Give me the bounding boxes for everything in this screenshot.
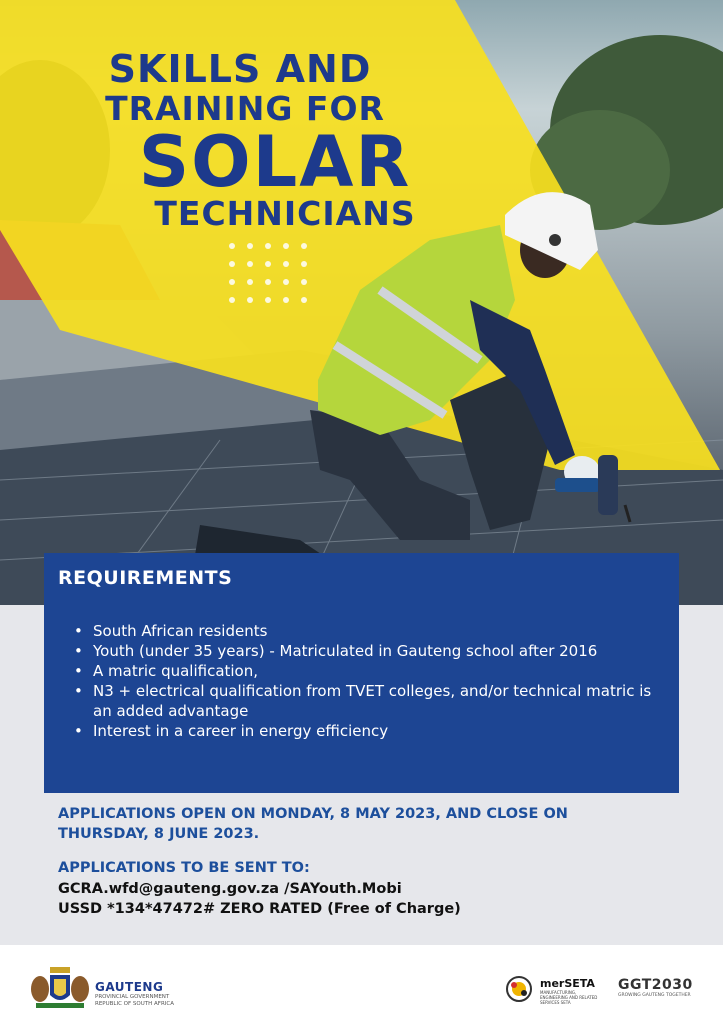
bullet-icon: •	[74, 722, 83, 740]
footer-logos	[0, 945, 723, 1024]
ggt-name: GGT2030	[618, 977, 693, 993]
ggt2030-logo	[618, 977, 693, 998]
list-item	[74, 641, 661, 661]
merseta-name: merSETA	[540, 977, 595, 990]
requirements-list	[74, 621, 661, 741]
requirement-text: N3 + electrical qualification from TVET colleges, and/or technical matric is an added advantage	[93, 682, 652, 720]
list-item	[74, 721, 661, 741]
merseta-sub: MANUFACTURING, ENGINEERING AND RELATED SERVICES SETA	[540, 990, 598, 1005]
title-line-4: TECHNICIANS	[154, 194, 416, 233]
apply-email-link[interactable]: GCRA.wfd@gauteng.gov.za /SAYouth.Mobi	[58, 881, 402, 897]
bullet-icon: •	[74, 682, 83, 700]
requirements-heading: REQUIREMENTS	[58, 567, 233, 589]
title-line-1: SKILLS AND	[108, 47, 372, 91]
requirement-text: South African residents	[93, 622, 268, 640]
poster-title	[0, 47, 520, 233]
gauteng-sub1: PROVINCIAL GOVERNMENT	[95, 994, 170, 1000]
apply-heading: APPLICATIONS TO BE SENT TO:	[58, 860, 310, 876]
requirement-text: Youth (under 35 years) - Matriculated in Gauteng school after 2016	[93, 642, 598, 660]
merseta-globe-icon	[505, 975, 533, 1003]
requirements-box	[44, 553, 679, 793]
list-item	[74, 621, 661, 641]
gauteng-sub2: REPUBLIC OF SOUTH AFRICA	[95, 1001, 174, 1007]
ggt-sub: GROWING GAUTENG TOGETHER	[618, 993, 691, 998]
requirement-text: Interest in a career in energy efficiency	[93, 722, 389, 740]
list-item	[74, 681, 661, 721]
title-line-3: SOLAR	[138, 121, 412, 203]
title-line-2: TRAINING FOR	[105, 89, 385, 128]
apply-ussd: USSD *134*47472# ZERO RATED (Free of Charge)	[58, 901, 461, 917]
requirement-text: A matric qualification,	[93, 662, 259, 680]
list-item	[74, 661, 661, 681]
gauteng-coat-of-arms-icon	[28, 963, 92, 1011]
bullet-icon: •	[74, 642, 83, 660]
application-dates: APPLICATIONS OPEN ON MONDAY, 8 MAY 2023, AND CLOSE ON THURSDAY, 8 JUNE 2023.	[58, 806, 568, 842]
bullet-icon: •	[74, 662, 83, 680]
merseta-logo	[540, 977, 600, 1005]
bullet-icon: •	[74, 622, 83, 640]
gauteng-name: GAUTENG	[95, 980, 164, 994]
gauteng-logo	[95, 980, 174, 1008]
